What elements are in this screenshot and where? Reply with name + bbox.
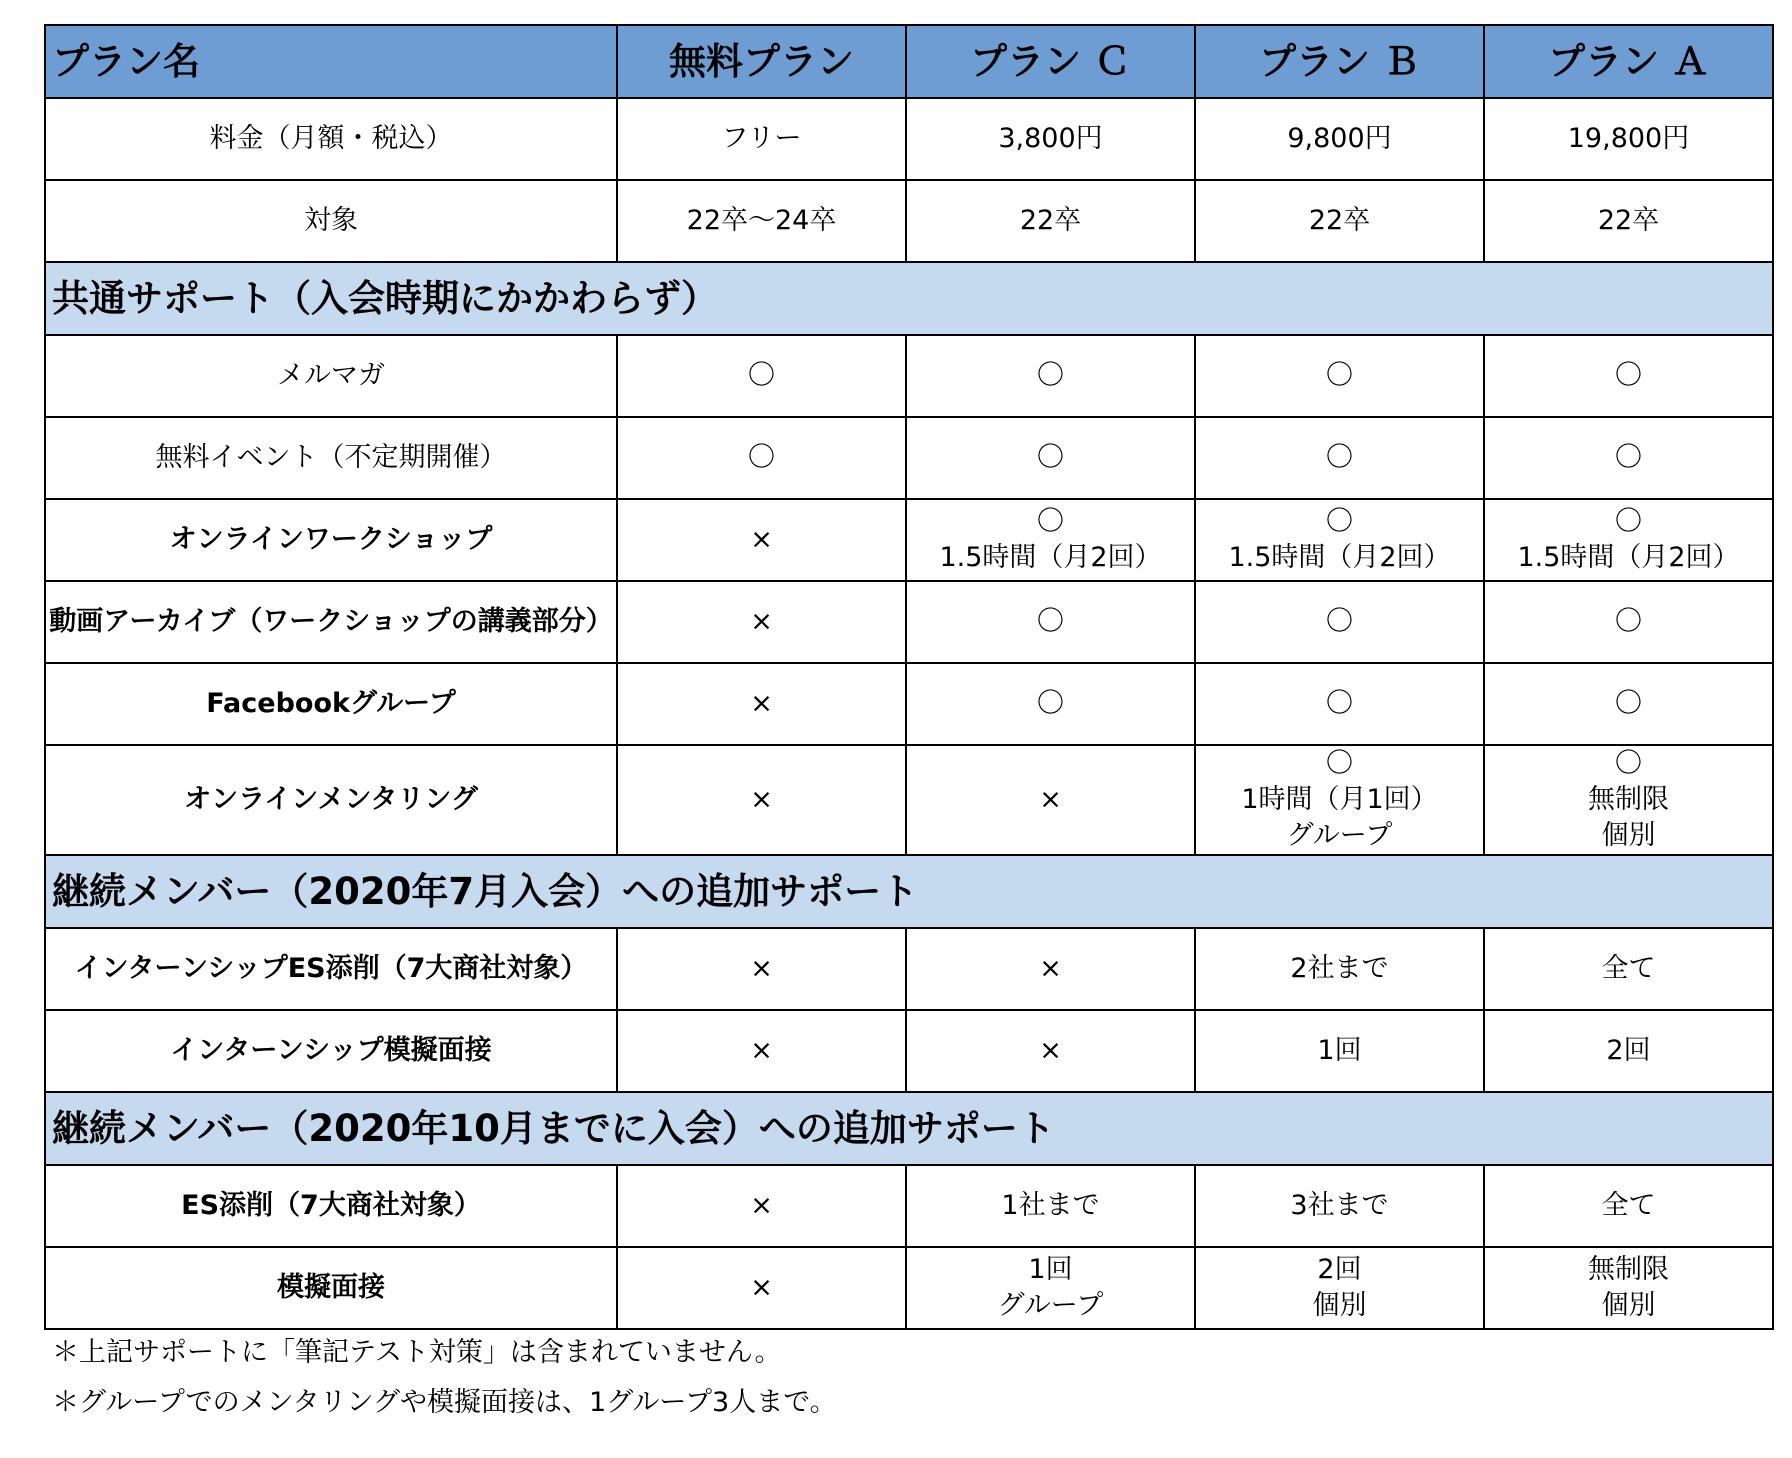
row-cell	[617, 581, 906, 663]
circle-mark: 〇	[1615, 442, 1642, 473]
row-cell	[1195, 1165, 1484, 1247]
footnotes	[52, 1335, 837, 1435]
row-cell	[1484, 928, 1773, 1010]
cross-mark: ×	[750, 524, 773, 555]
price-plan-b: 9,800円	[1195, 98, 1484, 180]
row-cell	[906, 1165, 1195, 1247]
cell-text: 全て	[1601, 1190, 1656, 1221]
section2-title: 継続メンバー（2020年7月入会）への追加サポート	[45, 855, 1773, 928]
row-cell	[906, 417, 1195, 499]
target-free: 22卒～24卒	[617, 180, 906, 262]
cell-text: 1社まで	[1001, 1190, 1100, 1221]
row-cell	[1484, 335, 1773, 417]
circle-mark: 〇	[1326, 360, 1353, 391]
section1-header-row	[45, 262, 1773, 335]
cross-mark: ×	[750, 1035, 773, 1066]
cell-text: 個別	[1601, 820, 1656, 851]
cell-text: 2社まで	[1290, 953, 1389, 984]
table-body	[45, 25, 1773, 1329]
row-label: インターンシップES添削（7大商社対象）	[45, 928, 617, 1010]
cell-text: 1.5時間（月2回）	[939, 542, 1162, 573]
footnote-1: ＊上記サポートに「筆記テスト対策」は含まれていません。	[52, 1337, 782, 1368]
header-plan-name: プラン名	[45, 25, 617, 98]
cell-text: 個別	[1601, 1290, 1656, 1321]
row-label: インターンシップ模擬面接	[45, 1010, 617, 1092]
circle-mark: 〇	[1615, 506, 1642, 537]
cross-mark: ×	[750, 688, 773, 719]
header-plan-a: プラン Ａ	[1484, 25, 1773, 98]
target-plan-c: 22卒	[906, 180, 1195, 262]
row-label: Facebookグループ	[45, 663, 617, 745]
row-cell	[617, 745, 906, 855]
row-cell	[1484, 1165, 1773, 1247]
circle-mark: 〇	[1615, 360, 1642, 391]
section3-header-row	[45, 1092, 1773, 1165]
table-row	[45, 745, 1773, 855]
row-cell	[1484, 417, 1773, 499]
price-row	[45, 98, 1773, 180]
row-label: オンラインメンタリング	[45, 745, 617, 855]
circle-mark: 〇	[1326, 506, 1353, 537]
row-label: 模擬面接	[45, 1247, 617, 1329]
header-plan-b: プラン Ｂ	[1195, 25, 1484, 98]
circle-mark: 〇	[748, 442, 775, 473]
target-plan-a: 22卒	[1484, 180, 1773, 262]
row-cell	[617, 663, 906, 745]
row-cell	[617, 1010, 906, 1092]
row-cell	[1195, 499, 1484, 581]
cell-text: 1回	[1028, 1254, 1073, 1285]
row-cell	[1195, 745, 1484, 855]
table-row	[45, 663, 1773, 745]
cross-mark: ×	[750, 1272, 773, 1303]
cell-text: 無制限	[1588, 784, 1669, 815]
row-cell	[617, 1247, 906, 1329]
row-cell	[1195, 663, 1484, 745]
row-cell	[1195, 581, 1484, 663]
cell-text: 3社まで	[1290, 1190, 1389, 1221]
circle-mark: 〇	[1615, 748, 1642, 779]
row-cell	[906, 663, 1195, 745]
circle-mark: 〇	[1326, 442, 1353, 473]
cell-text: グループ	[997, 1290, 1104, 1321]
row-cell	[1484, 581, 1773, 663]
cell-text: 個別	[1312, 1290, 1367, 1321]
table-row	[45, 1165, 1773, 1247]
table-row	[45, 1247, 1773, 1329]
circle-mark: 〇	[1615, 606, 1642, 637]
row-cell	[906, 745, 1195, 855]
row-cell	[906, 1247, 1195, 1329]
row-cell	[906, 1010, 1195, 1092]
row-label: ES添削（7大商社対象）	[45, 1165, 617, 1247]
row-label: オンラインワークショップ	[45, 499, 617, 581]
row-label: 動画アーカイブ（ワークショップの講義部分）	[45, 581, 617, 663]
price-free: フリー	[617, 98, 906, 180]
cell-text: 1.5時間（月2回）	[1228, 542, 1451, 573]
cell-text: 2回	[1317, 1254, 1362, 1285]
table-row	[45, 417, 1773, 499]
table-row	[45, 335, 1773, 417]
cross-mark: ×	[750, 953, 773, 984]
target-plan-b: 22卒	[1195, 180, 1484, 262]
circle-mark: 〇	[1326, 688, 1353, 719]
circle-mark: 〇	[1615, 688, 1642, 719]
cell-text: 2回	[1606, 1035, 1651, 1066]
circle-mark: 〇	[1037, 442, 1064, 473]
row-cell	[617, 417, 906, 499]
price-plan-c: 3,800円	[906, 98, 1195, 180]
cross-mark: ×	[750, 606, 773, 637]
table-row	[45, 581, 1773, 663]
row-cell	[1195, 1010, 1484, 1092]
row-cell	[1195, 1247, 1484, 1329]
cell-text: 全て	[1601, 953, 1656, 984]
target-row	[45, 180, 1773, 262]
section1-title: 共通サポート（入会時期にかかわらず）	[45, 262, 1773, 335]
cross-mark: ×	[1039, 784, 1062, 815]
row-cell	[906, 581, 1195, 663]
cell-text: 1.5時間（月2回）	[1517, 542, 1740, 573]
header-plan-c: プラン Ｃ	[906, 25, 1195, 98]
row-cell	[617, 335, 906, 417]
table-row	[45, 499, 1773, 581]
circle-mark: 〇	[1037, 360, 1064, 391]
circle-mark: 〇	[1037, 688, 1064, 719]
row-cell	[1195, 335, 1484, 417]
plan-comparison-table	[44, 24, 1774, 1330]
row-cell	[1195, 417, 1484, 499]
row-cell	[1484, 745, 1773, 855]
price-label: 料金（月額・税込）	[45, 98, 617, 180]
circle-mark: 〇	[1326, 748, 1353, 779]
row-cell	[906, 499, 1195, 581]
footnote-2: ＊グループでのメンタリングや模擬面接は、1グループ3人まで。	[52, 1387, 837, 1418]
table-row	[45, 1010, 1773, 1092]
row-cell	[1195, 928, 1484, 1010]
cross-mark: ×	[750, 784, 773, 815]
header-free-plan: 無料プラン	[617, 25, 906, 98]
section2-header-row	[45, 855, 1773, 928]
row-cell	[617, 928, 906, 1010]
row-cell	[617, 499, 906, 581]
circle-mark: 〇	[1037, 606, 1064, 637]
cell-text: 1時間（月1回）	[1241, 784, 1438, 815]
cell-text: グループ	[1286, 820, 1393, 851]
row-cell	[906, 928, 1195, 1010]
price-plan-a: 19,800円	[1484, 98, 1773, 180]
circle-mark: 〇	[1037, 506, 1064, 537]
cell-text: 1回	[1317, 1035, 1362, 1066]
cross-mark: ×	[750, 1190, 773, 1221]
row-cell	[1484, 1010, 1773, 1092]
cell-text: 無制限	[1588, 1254, 1669, 1285]
row-cell	[1484, 499, 1773, 581]
row-cell	[617, 1165, 906, 1247]
row-label: 無料イベント（不定期開催）	[45, 417, 617, 499]
circle-mark: 〇	[748, 360, 775, 391]
row-cell	[906, 335, 1195, 417]
row-cell	[1484, 1247, 1773, 1329]
row-cell	[1484, 663, 1773, 745]
cross-mark: ×	[1039, 953, 1062, 984]
table-header-row	[45, 25, 1773, 98]
section3-title: 継続メンバー（2020年10月までに入会）への追加サポート	[45, 1092, 1773, 1165]
cross-mark: ×	[1039, 1035, 1062, 1066]
circle-mark: 〇	[1326, 606, 1353, 637]
target-label: 対象	[45, 180, 617, 262]
row-label: メルマガ	[45, 335, 617, 417]
table-row	[45, 928, 1773, 1010]
